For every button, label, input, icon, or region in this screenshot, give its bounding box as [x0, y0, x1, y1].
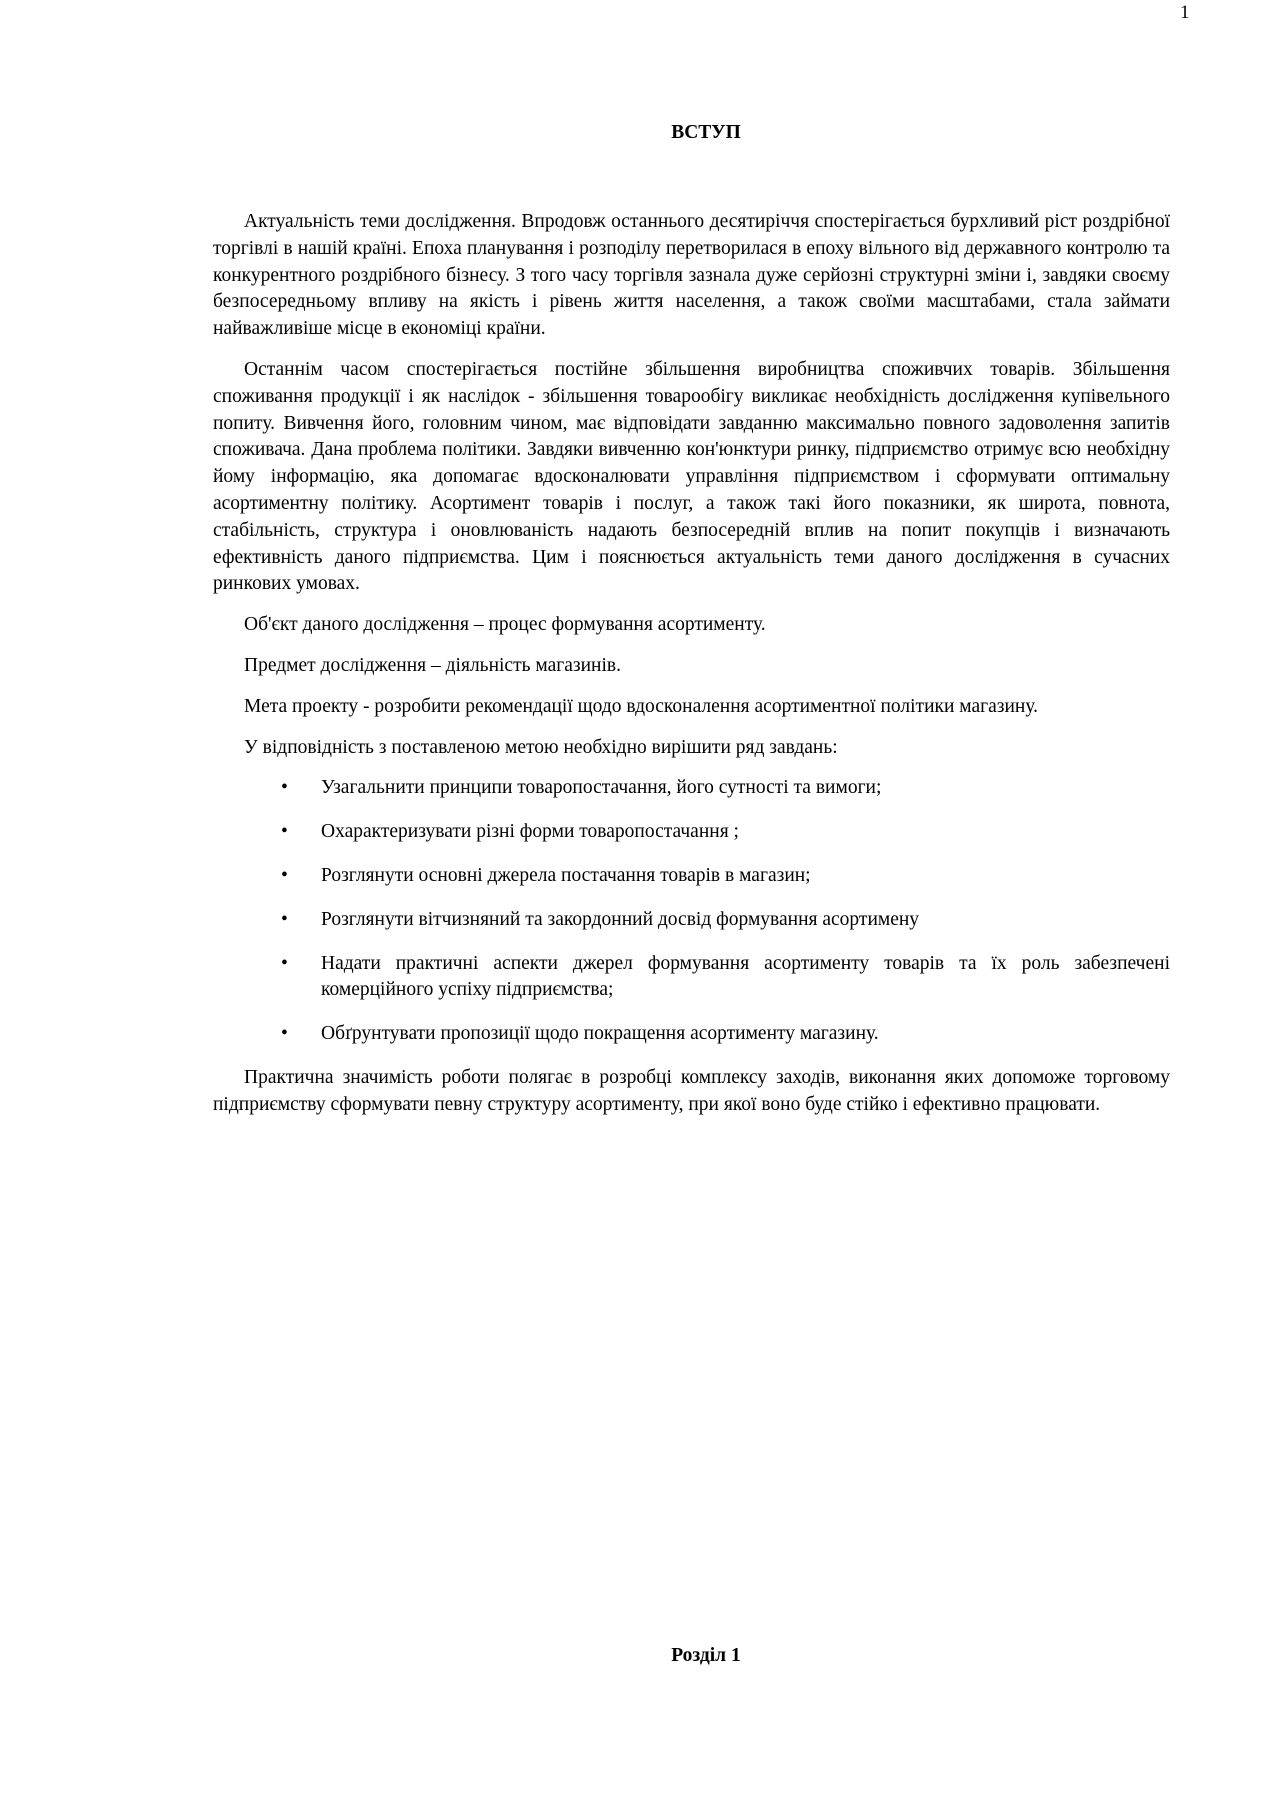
document-body — [213, 209, 1170, 1133]
bullet-icon: • — [281, 952, 288, 974]
paragraph-subject: Предмет дослідження – діяльність магазинів. — [244, 654, 621, 676]
list-item — [213, 775, 1170, 802]
page-title: ВСТУП — [671, 122, 741, 143]
list-item-text: Узагальнити принципи товаропостачання, його сутності та вимоги; — [321, 777, 882, 799]
tasks-list — [213, 775, 1170, 1048]
list-item-text: Розглянути основні джерела постачання товарів в магазин; — [321, 864, 811, 886]
bullet-icon: • — [281, 1023, 288, 1045]
paragraph-tasks-intro: У відповідність з поставленою метою необхідно вирішити ряд завдань: — [244, 736, 838, 758]
list-item — [213, 907, 1170, 934]
list-item-text: Розглянути вітчизняний та закордонний досвід формування асортимену — [321, 908, 920, 930]
bullet-icon: • — [281, 777, 288, 799]
paragraph-practical-significance: Практична значимість роботи полягає в розробці комплексу заходів, виконання яких допоможе торговому підприємству сформувати певну структуру асортименту, при якої воно буде стійко і ефективно працювати. — [213, 1066, 1170, 1115]
list-item — [213, 863, 1170, 890]
bullet-icon: • — [281, 908, 288, 930]
paragraph-goal: Мета проекту - розробити рекомендації щодо вдосконалення асортиментної політики магазину. — [244, 695, 1039, 717]
bullet-icon: • — [281, 864, 288, 886]
list-item-text: Надати практичні аспекти джерел формування асортименту товарів та їх роль забезпечені комерційного успіху підприємства; — [321, 952, 1170, 1001]
list-item-text: Охарактеризувати різні форми товаропостачання ; — [321, 821, 739, 843]
paragraph-relevance: Актуальність теми дослідження. Впродовж останнього десятиріччя спостерігається бурхливий ріст роздрібної торгівлі в нашій країні. Епоха планування і розподілу перетворилася в епоху вільного від державного контролю та конкурентного роздрібного бізнесу. З того часу торгівля зазнала дуже серйозні структурні зміни і, завдяки своєму безпосередньому впливу на якість і рівень життя населення, а також своїми масштабами, стала займати найважливіше місце в економіці країни. — [213, 211, 1170, 340]
page-number: 1 — [1180, 2, 1190, 23]
paragraph-consumer-demand: Останнім часом спостерігається постійне збільшення виробництва споживчих товарів. Збільшення споживання продукції і як наслідок - збільшення товарообігу викликає необхідність дослідження купівельного попиту. Вивчення його, головним чином, має відповідати завданню максимально повного задоволення запитів споживача. Дана проблема політики. Завдяки вивченню кон'юнктури ринку, підприємство отримує всю необхідну йому інформацію, яка допомагає вдосконалювати управління підприємством і сформувати оптимальну асортиментну політику. Асортимент товарів і послуг, а також такі його показники, як широта, повнота, стабільність, структура і оновлюваність надають безпосередній вплив на попит покупців і визначають ефективність даного підприємства. Цим і пояснюється актуальність теми даного дослідження в сучасних ринкових умовах. — [213, 358, 1170, 595]
list-item — [213, 1021, 1170, 1048]
paragraph-object: Об'єкт даного дослідження – процес формування асортименту. — [244, 614, 766, 636]
section-heading: Розділ 1 — [671, 1645, 741, 1666]
list-item-text: Обґрунтувати пропозиції щодо покращення асортименту магазину. — [321, 1023, 879, 1045]
bullet-icon: • — [281, 821, 288, 843]
list-item — [213, 819, 1170, 846]
list-item — [213, 951, 1170, 1005]
